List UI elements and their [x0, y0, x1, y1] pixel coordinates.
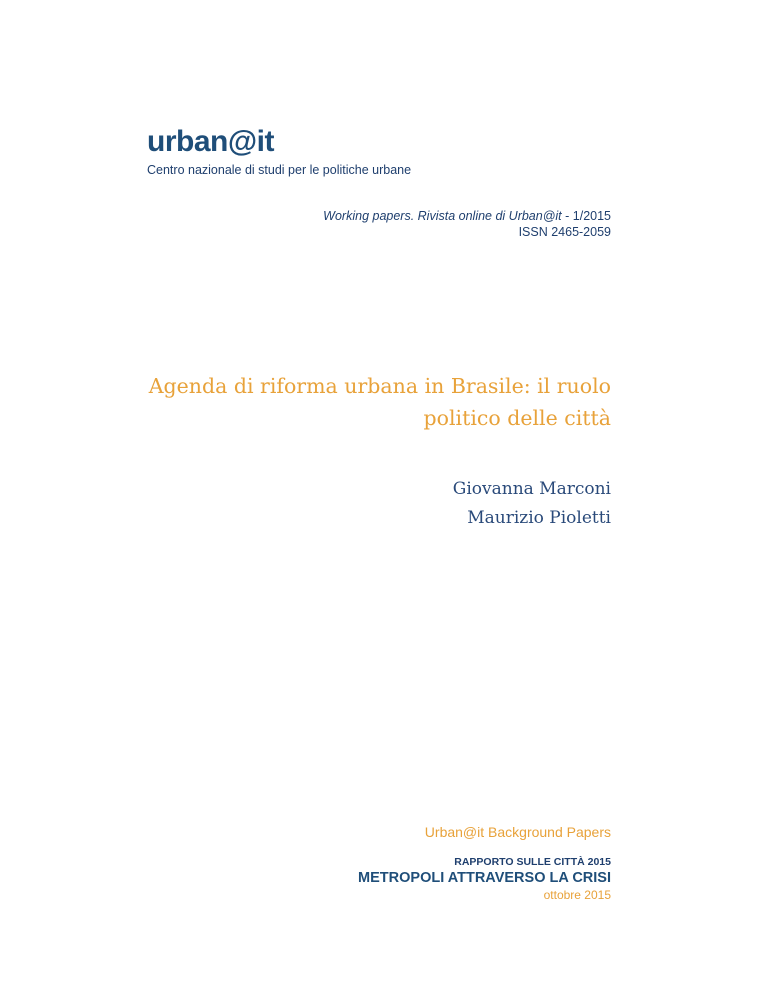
publication-date: ottobre 2015 [543, 888, 611, 902]
author-name: Giovanna Marconi [452, 479, 611, 499]
author-list [453, 475, 611, 533]
series-number: - 1/2015 [561, 209, 611, 223]
logo-suffix: it [256, 125, 274, 158]
urbanit-logo [147, 126, 274, 158]
logo-prefix: urban [147, 125, 228, 158]
background-papers-label: Urban@it Background Papers [424, 824, 611, 840]
report-title: METROPOLI ATTRAVERSO LA CRISI [358, 870, 611, 886]
author-name: Maurizio Pioletti [467, 508, 611, 528]
document-title: Agenda di riforma urbana in Brasile: il ruolo politico delle città [148, 374, 611, 430]
series-name: Working papers. Rivista online di Urban@it [323, 209, 562, 223]
logo-tagline: Centro nazionale di studi per le politiche urbane [147, 163, 412, 177]
issn-number: ISSN 2465-2059 [518, 225, 611, 239]
working-papers-line [323, 209, 611, 224]
logo-at-symbol: @ [227, 125, 257, 158]
report-label: RAPPORTO SULLE CITTÀ 2015 [454, 856, 611, 868]
